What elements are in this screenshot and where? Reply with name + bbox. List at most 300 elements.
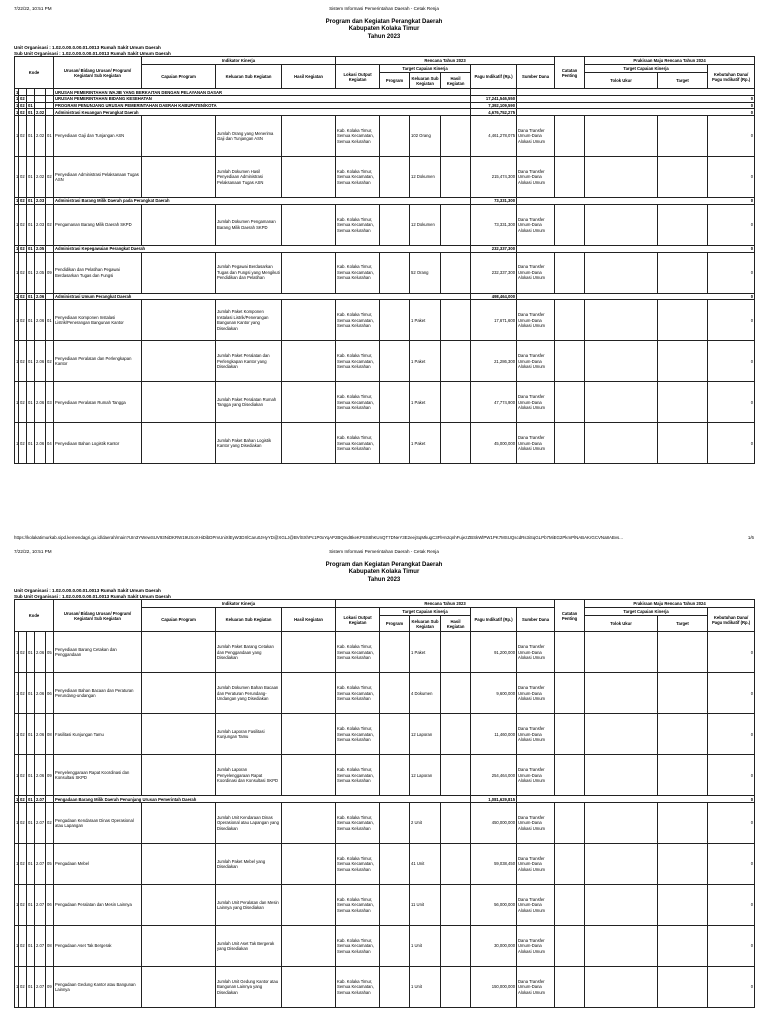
print-page-2 xyxy=(0,543,768,1024)
kebutuhan-dana: 0 xyxy=(708,673,755,714)
target-keluaran: 1 Paket xyxy=(410,300,441,341)
sumber-dana: Dana Transfer Umum-Dana Alokasi Umum xyxy=(517,157,555,198)
capaian-program xyxy=(142,382,216,423)
kode-part: 2.03 xyxy=(36,198,45,204)
kode-part: 2.02 xyxy=(36,109,45,115)
kode-part: 1 xyxy=(16,96,19,102)
sumber-dana: Dana Transfer Umum-Dana Alokasi Umum xyxy=(517,885,555,926)
target-keluaran: 11 Unit xyxy=(410,885,441,926)
kode-part: 2.02 xyxy=(35,157,46,198)
col-hasil-kegiatan: Hasil Kegiatan xyxy=(282,608,336,632)
kode-part: 1 xyxy=(15,252,19,293)
kode-part: 1 xyxy=(15,116,19,157)
kode-part: 1 xyxy=(15,423,19,464)
col-kode: Kode xyxy=(15,600,54,632)
sumber-dana: Dana Transfer Umum-Dana Alokasi Umum xyxy=(517,803,555,844)
col-target-capaian: Target Capaian Kinerja xyxy=(380,65,471,73)
hasil-kegiatan xyxy=(282,885,336,926)
target-keluaran: 1 Unit xyxy=(410,967,441,1008)
lokasi-output: Kab. Kolaka Timur, Semua Kecamatan, Semua Kelurahan xyxy=(336,673,380,714)
kode-part xyxy=(27,89,35,96)
kode-part: 02 xyxy=(46,341,54,382)
kode-part: 2.06 xyxy=(35,382,46,423)
kode-part: 1 xyxy=(15,755,19,796)
doc-title-2: Program dan Kegiatan Perangkat Daerah xyxy=(325,562,443,568)
target-keluaran: 12 Dokumen xyxy=(410,204,441,245)
target-hasil xyxy=(441,423,471,464)
kode-part: 01 xyxy=(28,109,33,115)
col-urusan: Urusan/ Bidang Urusan/ Program/ Kegiatan/ Sub Kegiatan xyxy=(54,600,142,632)
target-2024 xyxy=(658,300,708,341)
col-tolok: Tolok Ukur xyxy=(585,73,658,89)
target-program xyxy=(380,673,410,714)
pagu-indikatif: 9,600,000 xyxy=(471,673,517,714)
hasil-kegiatan xyxy=(282,755,336,796)
kode-part: 05 xyxy=(46,844,54,885)
capaian-program xyxy=(142,157,216,198)
catatan-penting xyxy=(555,755,585,796)
catatan-penting xyxy=(555,714,585,755)
keluaran-sub-kegiatan: Jumlah Paket Bahan Logistik Kantor yang Disediakan xyxy=(216,423,282,464)
unit-info xyxy=(14,45,754,56)
kode-part: 2.06 xyxy=(35,341,46,382)
group-pagu: 17,241,546,550 xyxy=(471,96,517,103)
keluaran-sub-kegiatan: Jumlah Paket Barang Cetakan dan Penggandaan yang Disediakan xyxy=(216,632,282,673)
kode-part: 01 xyxy=(28,796,33,802)
capaian-program xyxy=(142,885,216,926)
kode-part: 01 xyxy=(27,755,35,796)
sub-kegiatan-label: Penyediaan Bahan Bacaan dan Peraturan Perundang-undangan xyxy=(54,673,142,714)
target-hasil xyxy=(441,252,471,293)
capaian-program xyxy=(142,116,216,157)
kode-part: 2.07 xyxy=(35,967,46,1008)
kode-part: 02 xyxy=(19,803,27,844)
kode-part xyxy=(46,293,54,300)
target-keluaran: 1 Paket xyxy=(410,382,441,423)
kode-part xyxy=(35,96,46,103)
sub-kegiatan-row xyxy=(15,885,755,926)
tolok-ukur xyxy=(585,382,658,423)
kode-part: 1 xyxy=(16,198,19,204)
target-program xyxy=(380,157,410,198)
sumber-dana: Dana Transfer Umum-Dana Alokasi Umum xyxy=(517,252,555,293)
col-target: Target xyxy=(658,73,708,89)
hasil-kegiatan xyxy=(282,844,336,885)
target-keluaran: 2 Unit xyxy=(410,803,441,844)
kode-part: 01 xyxy=(27,252,35,293)
kode-part: 02 xyxy=(20,245,25,251)
target-hasil xyxy=(441,300,471,341)
document-titles xyxy=(14,19,754,41)
print-datetime-2: 7/22/22, 10:51 PM xyxy=(14,549,52,554)
kode-part: 01 xyxy=(27,885,35,926)
kebutuhan-dana: 0 xyxy=(708,116,755,157)
capaian-program xyxy=(142,926,216,967)
catatan-penting xyxy=(555,885,585,926)
tolok-ukur xyxy=(585,341,658,382)
group-kebutuhan: 0 xyxy=(517,198,755,205)
catatan-penting xyxy=(555,803,585,844)
col-lokasi: Lokasi Output Kegiatan xyxy=(336,65,380,89)
kode-part: 01 xyxy=(27,967,35,1008)
kode-part: 02 xyxy=(20,102,25,108)
doc-region-2: Kabupaten Kolaka Timur xyxy=(348,569,420,576)
col-target-capaian-2024: Target Capaian Kinerja xyxy=(585,65,708,73)
sumber-dana: Dana Transfer Umum-Dana Alokasi Umum xyxy=(517,341,555,382)
sumber-dana: Dana Transfer Umum-Dana Alokasi Umum xyxy=(517,755,555,796)
kebutuhan-dana: 0 xyxy=(708,844,755,885)
col-target-capaian: Target Capaian Kinerja xyxy=(380,608,471,616)
target-program xyxy=(380,803,410,844)
kode-part: 01 xyxy=(27,300,35,341)
keluaran-sub-kegiatan: Jumlah Paket Peralatan dan Perlengkapan Kantor yang Disediakan xyxy=(216,341,282,382)
keluaran-sub-kegiatan: Jumlah Unit Aset Tak Bergerak yang Disediakan xyxy=(216,926,282,967)
group-label: URUSAN PEMERINTAHAN BIDANG KESEHATAN xyxy=(54,96,471,103)
target-program xyxy=(380,967,410,1008)
col-hasil-short: Hasil Kegiatan xyxy=(441,73,471,89)
lokasi-output: Kab. Kolaka Timur, Semua Kecamatan, Semua Kelurahan xyxy=(336,252,380,293)
kode-part: 2.05 xyxy=(36,245,45,251)
lokasi-output: Kab. Kolaka Timur, Semua Kecamatan, Semua Kelurahan xyxy=(336,300,380,341)
target-program xyxy=(380,844,410,885)
target-keluaran: 102 Orang xyxy=(410,116,441,157)
catatan-penting xyxy=(555,423,585,464)
document-titles-2 xyxy=(14,562,754,584)
kode-part: 06 xyxy=(46,673,54,714)
kode-part: 2.02 xyxy=(35,116,46,157)
sub-unit-org: Sub Unit Organisasi : 1.02.0.00.0.00.01.0013 Rumah Sakit Umum Daerah xyxy=(14,50,171,56)
catatan-penting xyxy=(555,382,585,423)
target-program xyxy=(380,341,410,382)
kode-part: 1 xyxy=(16,102,19,108)
col-kebutuhan: Kebutuhan Dana/ Pagu Indikatif (Rp.) xyxy=(708,608,755,632)
print-url[interactable]: https://kolakatimurkab.sipd.kemendagri.go.id/daerah/main?UIn3YWewSUV93NiDKRW19USoXHiDibDPmUniXlEyW3DXlCaru0JHyYD@XGLJ@BVlSXhPc1P0xYqAP2BQmd8keKPSS8hKUnQT7DNeY3E2eejSqMkugC3FlHn2qnhFujezZBSkWlPW1PK7MSUQscdRs3iSqGLPb7MiEG2PkmPlNABAKrGCVNa8ABvs... xyxy=(14,535,623,540)
target-hasil xyxy=(441,885,471,926)
lokasi-output: Kab. Kolaka Timur, Semua Kecamatan, Semua Kelurahan xyxy=(336,926,380,967)
kode-part: 2.06 xyxy=(35,632,46,673)
target-keluaran: 1 Paket xyxy=(410,423,441,464)
kebutuhan-dana: 0 xyxy=(708,300,755,341)
kode-part: 2.07 xyxy=(36,796,45,802)
sub-kegiatan-row xyxy=(15,116,755,157)
sub-kegiatan-label: Penyediaan Barang Cetakan dan Penggandaan xyxy=(54,632,142,673)
target-keluaran: 12 Dokumen xyxy=(410,157,441,198)
sub-kegiatan-label: Penyelenggaraan Rapat Koordinasi dan Konsultasi SKPD xyxy=(54,755,142,796)
target-keluaran: 12 Laporan xyxy=(410,714,441,755)
hasil-kegiatan xyxy=(282,926,336,967)
kode-part: 2.06 xyxy=(35,755,46,796)
kode-part xyxy=(46,109,54,116)
kode-part: 1 xyxy=(16,89,19,95)
kebutuhan-dana: 0 xyxy=(708,204,755,245)
keluaran-sub-kegiatan: Jumlah Pegawai Berdasarkan Tugas dan Fungsi yang Mengikuti Pendidikan dan Pelatihan xyxy=(216,252,282,293)
kebutuhan-dana: 0 xyxy=(708,714,755,755)
col-keluaran-short: Keluaran Sub Kegiatan xyxy=(410,73,441,89)
kode-part: 02 xyxy=(19,714,27,755)
print-datetime: 7/22/22, 10:51 PM xyxy=(14,6,52,11)
capaian-program xyxy=(142,204,216,245)
kode-part: 01 xyxy=(27,844,35,885)
sumber-dana: Dana Transfer Umum-Dana Alokasi Umum xyxy=(517,714,555,755)
capaian-program xyxy=(142,423,216,464)
sumber-dana: Dana Transfer Umum-Dana Alokasi Umum xyxy=(517,204,555,245)
kode-part: 02 xyxy=(19,885,27,926)
hasil-kegiatan xyxy=(282,803,336,844)
pagu-indikatif: 30,000,000 xyxy=(471,926,517,967)
kode-part: 02 xyxy=(20,198,25,204)
capaian-program xyxy=(142,300,216,341)
capaian-program xyxy=(142,341,216,382)
kode-part: 02 xyxy=(20,796,25,802)
kebutuhan-dana: 0 xyxy=(708,926,755,967)
sub-kegiatan-label: Pengamanan Barang Milik Daerah SKPD xyxy=(54,204,142,245)
kode-part: 2.05 xyxy=(35,252,46,293)
capaian-program xyxy=(142,632,216,673)
lokasi-output: Kab. Kolaka Timur, Semua Kecamatan, Semua Kelurahan xyxy=(336,967,380,1008)
kebutuhan-dana: 0 xyxy=(708,885,755,926)
sub-kegiatan-label: Pengadaan Aset Tak Bergerak xyxy=(54,926,142,967)
kebutuhan-dana: 0 xyxy=(708,423,755,464)
target-hasil xyxy=(441,844,471,885)
target-program xyxy=(380,382,410,423)
capaian-program xyxy=(142,673,216,714)
col-prakiraan: Prakiraan Maju Rencana Tahun 2024 xyxy=(585,600,755,608)
kode-part: 01 xyxy=(27,341,35,382)
target-program xyxy=(380,885,410,926)
kode-part xyxy=(46,96,54,103)
lokasi-output: Kab. Kolaka Timur, Semua Kecamatan, Semua Kelurahan xyxy=(336,755,380,796)
sub-kegiatan-row xyxy=(15,382,755,423)
kode-part xyxy=(46,245,54,252)
target-hasil xyxy=(441,157,471,198)
col-prakiraan: Prakiraan Maju Rencana Tahun 2024 xyxy=(585,57,755,65)
hasil-kegiatan xyxy=(282,382,336,423)
kode-part: 01 xyxy=(28,293,33,299)
sumber-dana: Dana Transfer Umum-Dana Alokasi Umum xyxy=(517,673,555,714)
kode-part: 06 xyxy=(46,885,54,926)
keluaran-sub-kegiatan: Jumlah Unit Kendaraan Dinas Operasional atau Lapangan yang Disediakan xyxy=(216,803,282,844)
kode-part: 02 xyxy=(19,967,27,1008)
kode-part: 01 xyxy=(27,926,35,967)
group-pagu: 498,464,000 xyxy=(471,293,517,300)
kode-part: 02 xyxy=(19,116,27,157)
target-keluaran: 52 Orang xyxy=(410,252,441,293)
col-urusan: Urusan/ Bidang Urusan/ Program/ Kegiatan/ Sub Kegiatan xyxy=(54,57,142,89)
group-pagu xyxy=(471,89,517,96)
kode-part: 08 xyxy=(46,714,54,755)
kode-part: 2.06 xyxy=(35,300,46,341)
kode-part: 02 xyxy=(19,157,27,198)
kebutuhan-dana: 0 xyxy=(708,803,755,844)
group-label: PROGRAM PENUNJANG URUSAN PEMERINTAHAN DAERAH KABUPATEN/KOTA xyxy=(54,102,471,109)
tolok-ukur xyxy=(585,204,658,245)
kode-part: 02 xyxy=(46,157,54,198)
target-keluaran: 4 Dokumen xyxy=(410,673,441,714)
tolok-ukur xyxy=(585,632,658,673)
target-program xyxy=(380,926,410,967)
col-program: Program xyxy=(380,616,410,632)
tolok-ukur xyxy=(585,714,658,755)
sub-kegiatan-label: Penyediaan Gaji dan Tunjangan ASN xyxy=(54,116,142,157)
sub-kegiatan-row xyxy=(15,714,755,755)
pagu-indikatif: 254,464,000 xyxy=(471,755,517,796)
kode-part: 01 xyxy=(28,245,33,251)
group-row xyxy=(15,293,755,300)
kode-part: 2.07 xyxy=(35,885,46,926)
lokasi-output: Kab. Kolaka Timur, Semua Kecamatan, Semua Kelurahan xyxy=(336,204,380,245)
tolok-ukur xyxy=(585,673,658,714)
group-label: Administrasi Kepegawaian Perangkat Daerah xyxy=(54,245,471,252)
target-hasil xyxy=(441,632,471,673)
kode-part xyxy=(35,89,46,96)
target-program xyxy=(380,252,410,293)
target-program xyxy=(380,714,410,755)
kode-part: 02 xyxy=(19,300,27,341)
col-capaian-program: Capaian Program xyxy=(142,65,216,89)
target-2024 xyxy=(658,204,708,245)
kode-part: 01 xyxy=(27,116,35,157)
group-kebutuhan: 0 xyxy=(517,96,755,103)
kode-part: 1 xyxy=(16,245,19,251)
target-2024 xyxy=(658,967,708,1008)
lokasi-output: Kab. Kolaka Timur, Semua Kecamatan, Semua Kelurahan xyxy=(336,885,380,926)
group-pagu: 1,081,629,815 xyxy=(471,796,517,803)
kode-part xyxy=(27,96,35,103)
keluaran-sub-kegiatan: Jumlah Dokumen Hasil Penyediaan Administrasi Pelaksanaan Tugas ASN xyxy=(216,157,282,198)
sub-kegiatan-label: Penyediaan Komponen Instalasi Listrik/Penerangan Bangunan Kantor xyxy=(54,300,142,341)
unit-org: Unit Organisasi : 1.02.0.00.0.00.01.0013 Rumah Sakit Umum Daerah xyxy=(14,45,161,51)
kode-part: 1 xyxy=(15,382,19,423)
doc-title: Program dan Kegiatan Perangkat Daerah xyxy=(325,19,443,25)
group-kebutuhan: 0 xyxy=(517,293,755,300)
target-2024 xyxy=(658,157,708,198)
col-sumber: Sumber Dana xyxy=(517,65,555,89)
kode-part: 2.07 xyxy=(35,926,46,967)
sumber-dana: Dana Transfer Umum-Dana Alokasi Umum xyxy=(517,116,555,157)
pagu-indikatif: 215,474,300 xyxy=(471,157,517,198)
pagu-indikatif: 232,337,300 xyxy=(471,252,517,293)
sub-kegiatan-row xyxy=(15,967,755,1008)
group-row xyxy=(15,245,755,252)
target-2024 xyxy=(658,755,708,796)
pagu-indikatif: 91,200,000 xyxy=(471,632,517,673)
group-pagu: 4,676,752,275 xyxy=(471,109,517,116)
kode-part: 2.03 xyxy=(35,204,46,245)
target-hasil xyxy=(441,714,471,755)
kode-part: 02 xyxy=(20,96,25,102)
pagu-indikatif: 56,000,000 xyxy=(471,885,517,926)
kode-part: 09 xyxy=(46,252,54,293)
col-hasil-short: Hasil Kegiatan xyxy=(441,616,471,632)
target-2024 xyxy=(658,803,708,844)
sub-kegiatan-label: Penyediaan Administrasi Pelaksanaan Tugas ASN xyxy=(54,157,142,198)
kode-part: 1 xyxy=(15,632,19,673)
col-keluaran-sub: Keluaran Sub Kegiatan xyxy=(216,608,282,632)
lokasi-output: Kab. Kolaka Timur, Semua Kecamatan, Semua Kelurahan xyxy=(336,382,380,423)
group-label: Administrasi Umum Perangkat Daerah xyxy=(54,293,471,300)
tolok-ukur xyxy=(585,885,658,926)
col-capaian-program: Capaian Program xyxy=(142,608,216,632)
lokasi-output: Kab. Kolaka Timur, Semua Kecamatan, Semua Kelurahan xyxy=(336,157,380,198)
keluaran-sub-kegiatan: Jumlah Unit Peralatan dan Mesin Lainnya yang Disediakan xyxy=(216,885,282,926)
kebutuhan-dana: 0 xyxy=(708,967,755,1008)
kode-part: 02 xyxy=(20,293,25,299)
col-kode: Kode xyxy=(15,57,54,89)
lokasi-output: Kab. Kolaka Timur, Semua Kecamatan, Semua Kelurahan xyxy=(336,423,380,464)
sub-kegiatan-row xyxy=(15,341,755,382)
kode-part: 1 xyxy=(15,157,19,198)
col-sumber: Sumber Dana xyxy=(517,608,555,632)
sub-kegiatan-label: Fasilitasi Kunjungan Tamu xyxy=(54,714,142,755)
print-footer xyxy=(14,535,754,540)
hasil-kegiatan xyxy=(282,204,336,245)
group-row xyxy=(15,109,755,116)
sub-kegiatan-label: Pengadaan Mebel xyxy=(54,844,142,885)
target-2024 xyxy=(658,116,708,157)
kode-part: 08 xyxy=(46,926,54,967)
target-hasil xyxy=(441,967,471,1008)
sub-kegiatan-label: Pengadaan Gedung Kantor atau Bangunan Lainnya xyxy=(54,967,142,1008)
capaian-program xyxy=(142,714,216,755)
catatan-penting xyxy=(555,116,585,157)
kode-part: 03 xyxy=(46,382,54,423)
keluaran-sub-kegiatan: Jumlah Paket Mebel yang Disediakan xyxy=(216,844,282,885)
catatan-penting xyxy=(555,252,585,293)
pagu-indikatif: 17,671,600 xyxy=(471,300,517,341)
kode-part: 01 xyxy=(27,204,35,245)
sub-kegiatan-row xyxy=(15,157,755,198)
kode-part xyxy=(35,102,46,109)
sub-kegiatan-row xyxy=(15,252,755,293)
kode-part: 2.07 xyxy=(35,844,46,885)
sub-kegiatan-row xyxy=(15,844,755,885)
col-indikator-kinerja: Indikator Kinerja xyxy=(142,600,336,608)
kode-part: 01 xyxy=(27,803,35,844)
sumber-dana: Dana Transfer Umum-Dana Alokasi Umum xyxy=(517,632,555,673)
lokasi-output: Kab. Kolaka Timur, Semua Kecamatan, Semua Kelurahan xyxy=(336,116,380,157)
kode-part: 1 xyxy=(16,796,19,802)
col-program: Program xyxy=(380,73,410,89)
kebutuhan-dana: 0 xyxy=(708,632,755,673)
keluaran-sub-kegiatan: Jumlah Paket Komponen Instalasi Listrik/Penerangan Bangunan Kantor yang Disediakan xyxy=(216,300,282,341)
group-row xyxy=(15,96,755,103)
kode-part: 02 xyxy=(19,926,27,967)
target-hasil xyxy=(441,926,471,967)
tolok-ukur xyxy=(585,116,658,157)
kode-part: 1 xyxy=(15,803,19,844)
target-keluaran: 41 Unit xyxy=(410,844,441,885)
kode-part: 1 xyxy=(15,926,19,967)
sub-kegiatan-row xyxy=(15,204,755,245)
sub-kegiatan-label: Penyediaan Peralatan Rumah Tangga xyxy=(54,382,142,423)
sub-kegiatan-label: Pengadaan Peralatan dan Mesin Lainnya xyxy=(54,885,142,926)
kode-part xyxy=(46,89,54,96)
tolok-ukur xyxy=(585,157,658,198)
pagu-indikatif: 73,331,300 xyxy=(471,204,517,245)
target-hasil xyxy=(441,204,471,245)
target-keluaran: 1 Paket xyxy=(410,632,441,673)
kode-part: 2.06 xyxy=(35,423,46,464)
col-catatan: Catatan Penting xyxy=(555,600,585,632)
col-keluaran-short: Keluaran Sub Kegiatan xyxy=(410,616,441,632)
renja-table-page-2 xyxy=(14,599,755,1008)
target-keluaran: 1 Unit xyxy=(410,926,441,967)
target-program xyxy=(380,204,410,245)
tolok-ukur xyxy=(585,926,658,967)
pagu-indikatif: 150,000,000 xyxy=(471,967,517,1008)
col-target: Target xyxy=(658,616,708,632)
sub-kegiatan-row xyxy=(15,632,755,673)
